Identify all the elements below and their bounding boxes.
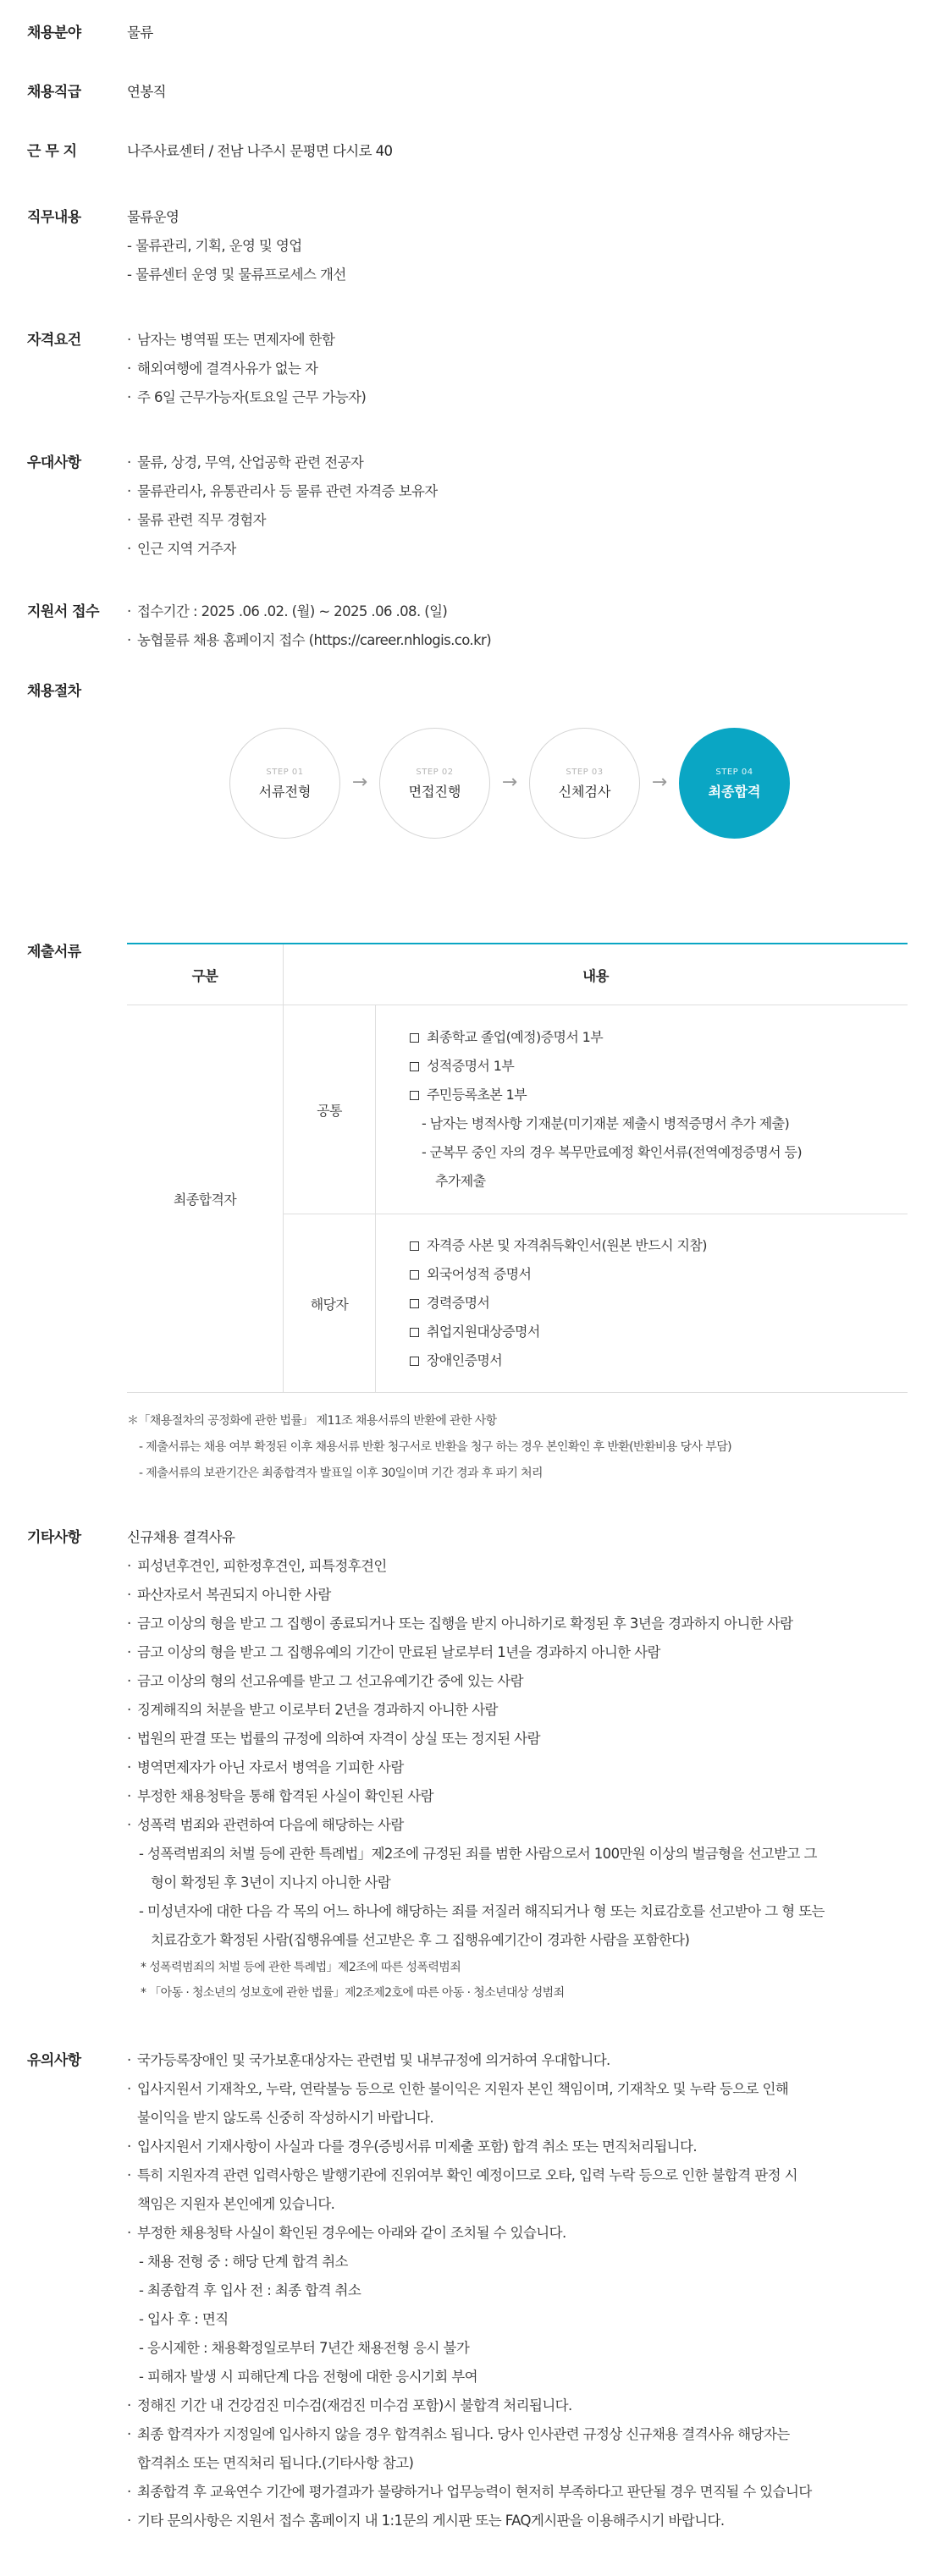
- qualification-item: · 남자는 병역필 또는 면제자에 한함: [127, 326, 927, 355]
- others-item: · 금고 이상의 형을 받고 그 집행이 종료되거나 또는 집행을 받지 아니하기로 확정된 후 3년을 경과하지 아니한 사람: [127, 1610, 927, 1638]
- step-number: STEP 03: [566, 768, 604, 777]
- step-number: STEP 04: [715, 768, 753, 777]
- caution-sub-item: - 응시제한 : 채용확정일로부터 7년간 채용전형 응시 불가: [139, 2340, 470, 2356]
- others-footnote: * 성폭력범죄의 처벌 등에 관한 특례법」제2조에 따른 성폭력범죄: [141, 1961, 461, 1974]
- value-job-field: 물류: [127, 25, 153, 41]
- section-others: [27, 1523, 908, 2000]
- section-duties: [27, 203, 908, 296]
- step-1: [229, 728, 340, 839]
- preference-item: · 물류, 상경, 무역, 산업공학 관련 전공자: [127, 449, 927, 477]
- cautions-list: [127, 2046, 927, 2535]
- others-item: · 금고 이상의 형을 받고 그 집행유예의 기간이 만료된 날로부터 1년을 경과하지 아니한 사람: [127, 1638, 927, 1667]
- table-row: [127, 1005, 908, 1214]
- caution-item: · 국가등록장애인 및 국가보훈대상자는 관련법 및 내부규정에 의거하여 우대합니다.: [127, 2046, 927, 2075]
- caution-item: · 최종합격 후 교육연수 기간에 평가결과가 불량하거나 업무능력이 현저히 부족하다고 판단될 경우 면직될 수 있습니다: [127, 2478, 927, 2507]
- note-line: - 제출서류는 채용 여부 확정된 이후 채용서류 반환 청구서로 반환을 청구 하는 경우 본인확인 후 반환(반환비용 당사 부담): [139, 1440, 731, 1454]
- documents-notes: [127, 1408, 908, 1487]
- value-job-rank: 연봉직: [127, 84, 167, 100]
- applicable-items: [376, 1214, 908, 1393]
- others-sub-item: - 성폭력범죄의 처벌 등에 관한 특례법」제2조에 규정된 죄를 범한 사람으로서 100만원 이상의 벌금형을 선고받고 그: [139, 1846, 817, 1862]
- step-name: 서류전형: [258, 784, 312, 800]
- others-sub-item: 형이 확정된 후 3년이 지나지 아니한 사람: [151, 1874, 391, 1891]
- list-sub-item: 추가제출: [435, 1173, 486, 1189]
- note-line: - 제출서류의 보관기간은 최종합격자 발표일 이후 30일이며 기간 경과 후 파기 처리: [139, 1467, 543, 1480]
- process-steps: [229, 728, 839, 846]
- caution-item: · 기타 문의사항은 지원서 접수 홈페이지 내 1:1문의 게시판 또는 FAQ게시판을 이용해주시기 바랍니다.: [127, 2507, 927, 2535]
- others-item: · 병역면제자가 아닌 자로서 병역을 기피한 사람: [127, 1753, 927, 1782]
- others-sub-item: - 미성년자에 대한 다음 각 목의 어느 하나에 해당하는 죄를 저질러 해직되거나 형 또는 치료감호를 선고받아 그 형 또는: [139, 1903, 825, 1919]
- caution-item: · 특히 지원자격 관련 입력사항은 발행기관에 진위여부 확인 예정이므로 오타, 입력 누락 등으로 인한 불합격 판정 시: [127, 2161, 927, 2190]
- section-workplace: [27, 137, 908, 166]
- list-item: 경력증명서: [410, 1289, 896, 1318]
- label-qualifications: 자격요건: [27, 332, 81, 349]
- caution-item: · 입사지원서 기재사항이 사실과 다를 경우(증빙서류 미제출 포함) 합격 취소 또는 면직처리됩니다.: [127, 2133, 927, 2161]
- value-workplace: 나주사료센터 / 전남 나주시 문평면 다시로 40: [127, 143, 393, 159]
- step-number: STEP 01: [266, 768, 304, 777]
- label-job-rank: 채용직급: [27, 84, 81, 101]
- caution-item: 책임은 지원자 본인에게 있습니다.: [137, 2196, 335, 2212]
- others-title: 신규채용 결격사유: [127, 1529, 235, 1545]
- section-job-rank: [27, 78, 908, 107]
- label-cautions: 유의사항: [27, 2052, 81, 2069]
- table-header-row: [127, 944, 908, 1005]
- section-cautions: [27, 2046, 908, 2554]
- section-preferences: [27, 449, 908, 567]
- list-item: 자격증 사본 및 자격취득확인서(원본 반드시 지참): [410, 1231, 896, 1260]
- preference-item: · 물류 관련 직무 경험자: [127, 506, 927, 535]
- duties-item: - 물류센터 운영 및 물류프로세스 개선: [127, 267, 346, 283]
- list-item: 외국어성적 증명서: [410, 1260, 896, 1289]
- common-items: [376, 1005, 908, 1214]
- label-workplace: 근 무 지: [27, 143, 77, 160]
- list-item: 장애인증명서: [410, 1346, 896, 1375]
- caution-sub-item: - 피해자 발생 시 피해단계 다음 전형에 대한 응시기회 부여: [139, 2369, 477, 2385]
- list-sub-item: - 군복무 중인 자의 경우 복무만료예정 확인서류(전역예정증명서 등): [422, 1144, 802, 1160]
- step-3: [529, 728, 640, 839]
- caution-sub-item: - 입사 후 : 면직: [139, 2311, 229, 2327]
- step-number: STEP 02: [416, 768, 454, 777]
- caution-item: · 부정한 채용청탁 사실이 확인된 경우에는 아래와 같이 조치될 수 있습니다.: [127, 2219, 927, 2248]
- step-4: [679, 728, 790, 839]
- duties-title: 물류운영: [127, 209, 179, 225]
- arrow-right-icon: →: [501, 772, 518, 793]
- list-item: 취업지원대상증명서: [410, 1318, 896, 1346]
- arrow-right-icon: →: [351, 772, 368, 793]
- caution-sub-item: - 채용 전형 중 : 해당 단계 합격 취소: [139, 2254, 348, 2270]
- category-common: 공통: [284, 1005, 376, 1214]
- category-applicable: 해당자: [284, 1214, 376, 1393]
- others-item: · 부정한 채용청탁을 통해 합격된 사실이 확인된 사람: [127, 1782, 927, 1811]
- qualification-item: · 주 6일 근무가능자(토요일 근무 가능자): [127, 383, 927, 412]
- list-item: 최종학교 졸업(예정)증명서 1부: [410, 1023, 896, 1052]
- arrow-right-icon: →: [651, 772, 668, 793]
- label-documents: 제출서류: [27, 944, 81, 960]
- others-footnote: * 「아동 · 청소년의 성보호에 관한 법률」제2조제2호에 따른 아동 · 청소년대상 성범죄: [141, 1986, 565, 2000]
- step-name: 신체검사: [558, 784, 611, 800]
- others-item: · 징계해직의 처분을 받고 이로부터 2년을 경과하지 아니한 사람: [127, 1696, 927, 1725]
- label-application: 지원서 접수: [27, 603, 100, 620]
- application-period: · 접수기간 : 2025 .06 .02. (월) ~ 2025 .06 .08. (일): [127, 597, 927, 626]
- preference-item: · 물류관리사, 유통관리사 등 물류 관련 자격증 보유자: [127, 477, 927, 506]
- section-qualifications: [27, 326, 908, 419]
- label-others: 기타사항: [27, 1529, 81, 1546]
- documents-table: [127, 943, 908, 1393]
- list-item: 성적증명서 1부: [410, 1052, 896, 1081]
- qualification-item: · 해외여행에 결격사유가 없는 자: [127, 355, 927, 383]
- section-application: [27, 597, 908, 658]
- label-preferences: 우대사항: [27, 454, 81, 471]
- list-item: 주민등록초본 1부: [410, 1081, 896, 1109]
- section-job-field: [27, 19, 908, 47]
- group-final-pass: 최종합격자: [127, 1005, 284, 1393]
- caution-item: 합격취소 또는 면직처리 됩니다.(기타사항 참고): [137, 2455, 414, 2471]
- others-item: · 성폭력 범죄와 관련하여 다음에 해당하는 사람: [127, 1811, 927, 1840]
- step-name: 면접진행: [408, 784, 461, 800]
- caution-item: · 최종 합격자가 지정일에 입사하지 않을 경우 합격취소 됩니다. 당사 인사관련 규정상 신규채용 결격사유 해당자는: [127, 2420, 927, 2449]
- label-process: 채용절차: [27, 683, 81, 700]
- caution-item: 불이익을 받지 않도록 신중히 작성하시기 바랍니다.: [137, 2110, 433, 2126]
- others-item: · 금고 이상의 형의 선고유예를 받고 그 선고유예기간 중에 있는 사람: [127, 1667, 927, 1696]
- others-item: · 피성년후견인, 피한정후견인, 피특정후견인: [127, 1552, 927, 1581]
- header-content: 내용: [284, 944, 908, 1005]
- duties-item: - 물류관리, 기획, 운영 및 영업: [127, 238, 302, 254]
- step-name: 최종합격: [708, 784, 761, 800]
- list-sub-item: - 남자는 병적사항 기재분(미기재분 제출시 병적증명서 추가 제출): [422, 1115, 790, 1131]
- others-sub-item: 치료감호가 확정된 사람(집행유예를 선고받은 후 그 집행유예기간이 경과한 사람을 포함한다): [151, 1932, 690, 1948]
- header-category: 구분: [127, 944, 284, 1005]
- label-duties: 직무내용: [27, 209, 81, 226]
- section-process: [27, 677, 908, 706]
- caution-sub-item: - 최종합격 후 입사 전 : 최종 합격 취소: [139, 2282, 361, 2298]
- caution-item: · 입사지원서 기재착오, 누락, 연락불능 등으로 인한 불이익은 지원자 본인 책임이며, 기재착오 및 누락 등으로 인해: [127, 2075, 927, 2104]
- step-2: [379, 728, 490, 839]
- preference-item: · 인근 지역 거주자: [127, 535, 927, 564]
- application-homepage: · 농협물류 채용 홈페이지 접수 (https://career.nhlogis.co.kr): [127, 626, 927, 655]
- caution-item: · 정해진 기간 내 건강검진 미수검(재검진 미수검 포함)시 불합격 처리됩니다.: [127, 2392, 927, 2420]
- label-job-field: 채용분야: [27, 25, 81, 41]
- note-line: ＊「채용절차의 공정화에 관한 법률」 제11조 채용서류의 반환에 관한 사항: [127, 1414, 497, 1428]
- others-item: · 법원의 판결 또는 법률의 규정에 의하여 자격이 상실 또는 정지된 사람: [127, 1725, 927, 1753]
- others-item: · 파산자로서 복권되지 아니한 사람: [127, 1581, 927, 1610]
